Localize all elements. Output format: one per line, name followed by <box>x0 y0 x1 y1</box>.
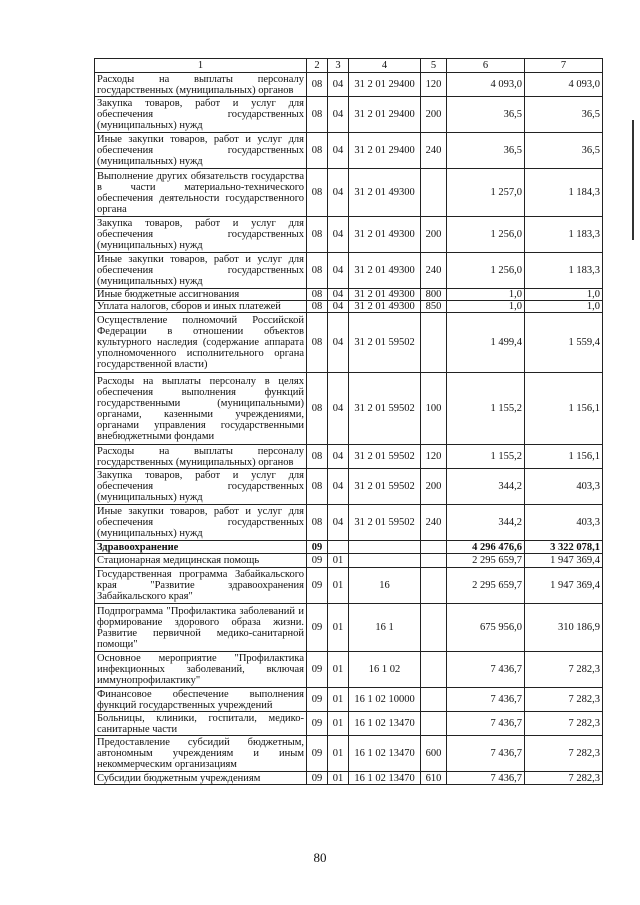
row-expense-type: 240 <box>421 133 447 169</box>
row-subsection: 04 <box>328 133 349 169</box>
row-amount-year-1: 7 436,7 <box>447 712 525 736</box>
row-name: Государственная программа Забайкальского края "Развитие здравоохранения Забайкальского края" <box>95 568 307 604</box>
row-amount-year-1: 1,0 <box>447 289 525 301</box>
row-expense-type: 200 <box>421 217 447 253</box>
row-section: 08 <box>307 133 328 169</box>
row-expense-type: 240 <box>421 253 447 289</box>
row-subsection: 01 <box>328 688 349 712</box>
row-name: Субсидии бюджетным учреждениям <box>95 772 307 785</box>
table-row <box>95 313 603 373</box>
table-row <box>95 736 603 772</box>
row-amount-year-1: 1 155,2 <box>447 445 525 469</box>
row-target-article: 31 2 01 29400 <box>349 97 421 133</box>
table-row <box>95 169 603 217</box>
row-name: Закупка товаров, работ и услуг для обеспечения государственных (муниципальных) нужд <box>95 469 307 505</box>
table-row <box>95 133 603 169</box>
row-name: Расходы на выплаты персоналу государственных (муниципальных) органов <box>95 445 307 469</box>
row-expense-type <box>421 541 447 554</box>
row-amount-year-1: 7 436,7 <box>447 736 525 772</box>
row-amount-year-1: 1 256,0 <box>447 253 525 289</box>
row-subsection: 04 <box>328 313 349 373</box>
table-row <box>95 541 603 554</box>
row-section: 09 <box>307 541 328 554</box>
row-target-article: 16 1 02 <box>349 652 421 688</box>
row-amount-year-2: 1 183,3 <box>525 217 603 253</box>
row-amount-year-2: 310 186,9 <box>525 604 603 652</box>
row-amount-year-2: 1 559,4 <box>525 313 603 373</box>
row-expense-type: 120 <box>421 445 447 469</box>
row-amount-year-1: 7 436,7 <box>447 772 525 785</box>
row-amount-year-1: 4 093,0 <box>447 73 525 97</box>
row-subsection: 04 <box>328 73 349 97</box>
row-amount-year-1: 1,0 <box>447 301 525 313</box>
row-subsection: 04 <box>328 253 349 289</box>
row-section: 08 <box>307 373 328 445</box>
row-amount-year-1: 675 956,0 <box>447 604 525 652</box>
row-target-article: 31 2 01 49300 <box>349 217 421 253</box>
row-target-article <box>349 541 421 554</box>
row-subsection: 01 <box>328 604 349 652</box>
row-target-article: 31 2 01 49300 <box>349 169 421 217</box>
row-amount-year-1: 2 295 659,7 <box>447 568 525 604</box>
row-amount-year-2: 7 282,3 <box>525 736 603 772</box>
row-section: 09 <box>307 736 328 772</box>
row-name: Закупка товаров, работ и услуг для обеспечения государственных (муниципальных) нужд <box>95 97 307 133</box>
row-section: 08 <box>307 445 328 469</box>
row-target-article: 31 2 01 59502 <box>349 445 421 469</box>
table-header <box>95 59 603 73</box>
row-section: 08 <box>307 217 328 253</box>
table-row <box>95 712 603 736</box>
row-expense-type <box>421 712 447 736</box>
row-section: 09 <box>307 712 328 736</box>
row-amount-year-1: 4 296 476,6 <box>447 541 525 554</box>
row-amount-year-1: 7 436,7 <box>447 688 525 712</box>
header-col-3: 3 <box>328 59 349 73</box>
row-name: Иные бюджетные ассигнования <box>95 289 307 301</box>
header-col-2: 2 <box>307 59 328 73</box>
table-row <box>95 772 603 785</box>
row-subsection: 04 <box>328 301 349 313</box>
header-row <box>95 59 603 73</box>
row-target-article: 31 2 01 29400 <box>349 73 421 97</box>
row-name: Предоставление субсидий бюджетным, автономным учреждениям и иным некоммерческим организациям <box>95 736 307 772</box>
row-name: Выполнение других обязательств государства в части материально-технического обеспечения деятельности государственного органа <box>95 169 307 217</box>
row-amount-year-2: 1 184,3 <box>525 169 603 217</box>
row-expense-type <box>421 554 447 568</box>
row-expense-type: 850 <box>421 301 447 313</box>
table-row <box>95 652 603 688</box>
row-amount-year-2: 1,0 <box>525 301 603 313</box>
row-amount-year-1: 1 499,4 <box>447 313 525 373</box>
table-row <box>95 445 603 469</box>
table-row <box>95 253 603 289</box>
table-row <box>95 301 603 313</box>
row-amount-year-2: 3 322 078,1 <box>525 541 603 554</box>
row-amount-year-2: 403,3 <box>525 469 603 505</box>
row-name: Иные закупки товаров, работ и услуг для обеспечения государственных (муниципальных) нужд <box>95 133 307 169</box>
row-expense-type: 100 <box>421 373 447 445</box>
row-target-article: 16 <box>349 568 421 604</box>
row-amount-year-2: 1 156,1 <box>525 445 603 469</box>
row-target-article: 31 2 01 49300 <box>349 253 421 289</box>
row-expense-type <box>421 169 447 217</box>
row-section: 08 <box>307 469 328 505</box>
row-target-article <box>349 554 421 568</box>
table-row <box>95 289 603 301</box>
row-section: 09 <box>307 568 328 604</box>
row-target-article: 31 2 01 59502 <box>349 313 421 373</box>
row-subsection: 04 <box>328 169 349 217</box>
row-name: Закупка товаров, работ и услуг для обеспечения государственных (муниципальных) нужд <box>95 217 307 253</box>
table-body <box>95 73 603 785</box>
row-section: 09 <box>307 688 328 712</box>
row-name: Расходы на выплаты персоналу в целях обеспечения выполнения функций государственными (муниципальными) органами, казенными учреждениями, органами управления государственными внебюджетными фондами <box>95 373 307 445</box>
row-subsection: 01 <box>328 568 349 604</box>
row-section: 08 <box>307 97 328 133</box>
table-row <box>95 97 603 133</box>
row-target-article: 16 1 02 13470 <box>349 712 421 736</box>
row-amount-year-2: 1,0 <box>525 289 603 301</box>
row-section: 08 <box>307 505 328 541</box>
row-subsection: 01 <box>328 736 349 772</box>
row-amount-year-1: 36,5 <box>447 97 525 133</box>
header-col-7: 7 <box>525 59 603 73</box>
row-name: Стационарная медицинская помощь <box>95 554 307 568</box>
row-expense-type: 610 <box>421 772 447 785</box>
row-target-article: 16 1 02 13470 <box>349 772 421 785</box>
row-section: 09 <box>307 604 328 652</box>
header-col-1: 1 <box>95 59 307 73</box>
row-amount-year-1: 1 155,2 <box>447 373 525 445</box>
row-section: 09 <box>307 772 328 785</box>
row-subsection: 04 <box>328 373 349 445</box>
row-subsection: 04 <box>328 289 349 301</box>
row-expense-type: 800 <box>421 289 447 301</box>
row-amount-year-2: 36,5 <box>525 133 603 169</box>
table-row <box>95 73 603 97</box>
table-row <box>95 505 603 541</box>
table-row <box>95 217 603 253</box>
row-subsection: 04 <box>328 97 349 133</box>
row-expense-type: 120 <box>421 73 447 97</box>
table-row <box>95 604 603 652</box>
row-subsection <box>328 541 349 554</box>
row-subsection: 04 <box>328 217 349 253</box>
budget-table <box>94 58 603 785</box>
row-amount-year-2: 1 156,1 <box>525 373 603 445</box>
row-subsection: 01 <box>328 554 349 568</box>
row-amount-year-2: 1 947 369,4 <box>525 554 603 568</box>
row-amount-year-2: 36,5 <box>525 97 603 133</box>
row-subsection: 01 <box>328 652 349 688</box>
row-section: 09 <box>307 554 328 568</box>
row-name: Осуществление полномочий Российской Федерации в отношении объектов культурного наследия (содержание аппарата уполномоченного исполнительного органа государственной власти) <box>95 313 307 373</box>
row-subsection: 01 <box>328 772 349 785</box>
row-section: 08 <box>307 289 328 301</box>
row-target-article: 31 2 01 59502 <box>349 469 421 505</box>
row-section: 08 <box>307 301 328 313</box>
row-name: Финансовое обеспечение выполнения функций государственных учреждений <box>95 688 307 712</box>
row-amount-year-1: 2 295 659,7 <box>447 554 525 568</box>
row-section: 08 <box>307 313 328 373</box>
row-amount-year-2: 7 282,3 <box>525 772 603 785</box>
row-target-article: 31 2 01 59502 <box>349 505 421 541</box>
row-expense-type <box>421 604 447 652</box>
row-name: Больницы, клиники, госпитали, медико-санитарные части <box>95 712 307 736</box>
row-subsection: 04 <box>328 445 349 469</box>
row-target-article: 31 2 01 59502 <box>349 373 421 445</box>
row-target-article: 31 2 01 49300 <box>349 289 421 301</box>
row-name: Здравоохранение <box>95 541 307 554</box>
row-target-article: 31 2 01 49300 <box>349 301 421 313</box>
row-expense-type: 200 <box>421 97 447 133</box>
row-amount-year-1: 1 257,0 <box>447 169 525 217</box>
row-expense-type: 600 <box>421 736 447 772</box>
row-name: Иные закупки товаров, работ и услуг для обеспечения государственных (муниципальных) нужд <box>95 505 307 541</box>
row-name: Основное мероприятие "Профилактика инфекционных заболеваний, включая иммунопрофилактику" <box>95 652 307 688</box>
row-expense-type <box>421 688 447 712</box>
row-subsection: 01 <box>328 712 349 736</box>
row-name: Уплата налогов, сборов и иных платежей <box>95 301 307 313</box>
row-amount-year-1: 36,5 <box>447 133 525 169</box>
row-section: 08 <box>307 253 328 289</box>
row-expense-type <box>421 568 447 604</box>
row-amount-year-2: 7 282,3 <box>525 712 603 736</box>
row-amount-year-2: 1 183,3 <box>525 253 603 289</box>
row-amount-year-1: 344,2 <box>447 469 525 505</box>
row-amount-year-2: 1 947 369,4 <box>525 568 603 604</box>
row-section: 08 <box>307 73 328 97</box>
table-row <box>95 373 603 445</box>
row-amount-year-2: 403,3 <box>525 505 603 541</box>
row-target-article: 16 1 <box>349 604 421 652</box>
row-section: 08 <box>307 169 328 217</box>
row-amount-year-1: 7 436,7 <box>447 652 525 688</box>
row-expense-type: 200 <box>421 469 447 505</box>
row-amount-year-2: 4 093,0 <box>525 73 603 97</box>
row-name: Расходы на выплаты персоналу государственных (муниципальных) органов <box>95 73 307 97</box>
row-expense-type: 240 <box>421 505 447 541</box>
row-expense-type <box>421 652 447 688</box>
table-row <box>95 554 603 568</box>
table-row <box>95 568 603 604</box>
row-amount-year-1: 344,2 <box>447 505 525 541</box>
row-name: Иные закупки товаров, работ и услуг для обеспечения государственных (муниципальных) нужд <box>95 253 307 289</box>
row-subsection: 04 <box>328 469 349 505</box>
row-amount-year-1: 1 256,0 <box>447 217 525 253</box>
table-row <box>95 688 603 712</box>
scan-edge-mark <box>632 120 634 240</box>
page-number: 80 <box>313 850 327 865</box>
row-amount-year-2: 7 282,3 <box>525 652 603 688</box>
row-subsection: 04 <box>328 505 349 541</box>
header-col-5: 5 <box>421 59 447 73</box>
row-target-article: 16 1 02 13470 <box>349 736 421 772</box>
header-col-6: 6 <box>447 59 525 73</box>
row-amount-year-2: 7 282,3 <box>525 688 603 712</box>
row-name: Подпрограмма "Профилактика заболеваний и формирование здорового образа жизни. Развитие первичной медико-санитарной помощи" <box>95 604 307 652</box>
table-row <box>95 469 603 505</box>
row-target-article: 31 2 01 29400 <box>349 133 421 169</box>
header-col-4: 4 <box>349 59 421 73</box>
row-section: 09 <box>307 652 328 688</box>
row-target-article: 16 1 02 10000 <box>349 688 421 712</box>
row-expense-type <box>421 313 447 373</box>
